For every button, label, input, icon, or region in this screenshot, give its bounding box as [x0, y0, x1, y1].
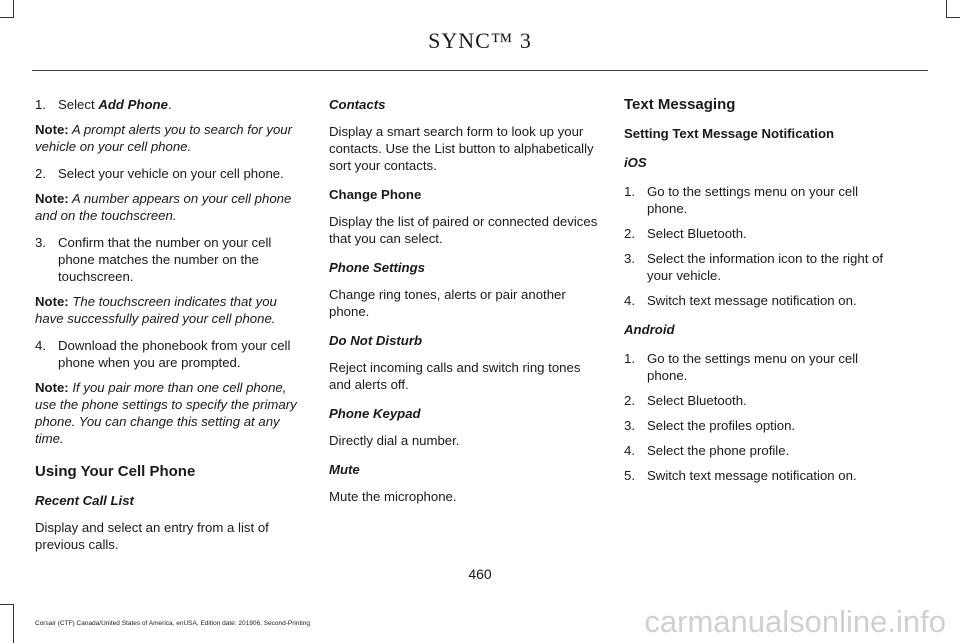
paragraph: Display a smart search form to look up your contacts. Use the List button to alphabetically sort your contacts. — [329, 124, 594, 173]
list-item: 3. Select the information icon to the right of your vehicle. — [624, 251, 884, 283]
paragraph: Display and select an entry from a list of previous calls. — [35, 520, 269, 552]
watermark: carmanualsonline.info — [644, 604, 946, 639]
note: Note: A prompt alerts you to search for your vehicle on your cell phone. — [35, 122, 293, 154]
list-item: 5. Switch text message notification on. — [624, 468, 857, 483]
list-item: 2. Select your vehicle on your cell phone. — [35, 166, 284, 181]
list-item: 2. Select Bluetooth. — [624, 226, 747, 241]
list-item: 4. Switch text message notification on. — [624, 293, 857, 308]
subsection-title: Do Not Disturb — [329, 333, 423, 348]
platform-title-android: Android — [624, 322, 675, 337]
list-item: 4. Download the phonebook from your cell phone when you are prompted. — [35, 338, 291, 370]
subsection-title: Contacts — [329, 97, 386, 112]
note: Note: The touchscreen indicates that you have successfully paired your cell phone. — [35, 294, 277, 326]
edition-footer: Corsair (CTF) Canada/United States of America, enUSA, Edition date: 201906, Second-Printing — [35, 620, 310, 627]
note: Note: A number appears on your cell phone and on the touchscreen. — [35, 191, 292, 223]
page-header-title: SYNC™ 3 — [428, 28, 532, 53]
list-item: 1. Select Add Phone. — [35, 97, 172, 112]
subsection-title: Change Phone — [329, 187, 422, 202]
note: Note: If you pair more than one cell phone, use the phone settings to specify the primary phone. You can change this setting at any time. — [35, 380, 297, 446]
crop-mark-bottom-left-v — [13, 604, 14, 643]
subsection-title: Setting Text Message Notification — [624, 126, 835, 141]
crop-mark-bottom-left-h — [0, 604, 14, 605]
subsection-title: Recent Call List — [35, 493, 134, 508]
list-item: 1. Go to the settings menu on your cell phone. — [624, 184, 859, 216]
subsection-title: Phone Keypad — [329, 406, 421, 421]
list-item: 3. Confirm that the number on your cell phone matches the number on the touchscreen. — [35, 235, 272, 284]
list-item: 2. Select Bluetooth. — [624, 393, 747, 408]
column-right — [624, 96, 896, 492]
paragraph: Reject incoming calls and switch ring tones and alerts off. — [329, 360, 581, 392]
section-heading: Using Your Cell Phone — [35, 463, 196, 480]
list-item: 1. Go to the settings menu on your cell phone. — [624, 351, 859, 383]
crop-mark-top-left-h — [0, 17, 14, 18]
paragraph: Change ring tones, alerts or pair another phone. — [329, 287, 566, 319]
section-heading: Text Messaging — [624, 96, 736, 113]
paragraph: Directly dial a number. — [329, 433, 460, 448]
subsection-title: Mute — [329, 462, 360, 477]
crop-mark-top-right-h — [946, 17, 960, 18]
paragraph: Mute the microphone. — [329, 489, 457, 504]
add-phone-label: Add Phone — [98, 97, 168, 112]
list-item: 3. Select the profiles option. — [624, 418, 796, 433]
crop-mark-top-left-v — [13, 0, 14, 18]
platform-title-ios: iOS — [624, 155, 647, 170]
subsection-title: Phone Settings — [329, 260, 425, 275]
paragraph: Display the list of paired or connected devices that you can select. — [329, 214, 598, 246]
page-number: 460 — [468, 566, 492, 582]
column-middle — [329, 96, 601, 515]
list-item: 4. Select the phone profile. — [624, 443, 790, 458]
header-rule — [32, 70, 928, 71]
column-left — [35, 96, 307, 563]
crop-mark-top-right-v — [946, 0, 947, 18]
